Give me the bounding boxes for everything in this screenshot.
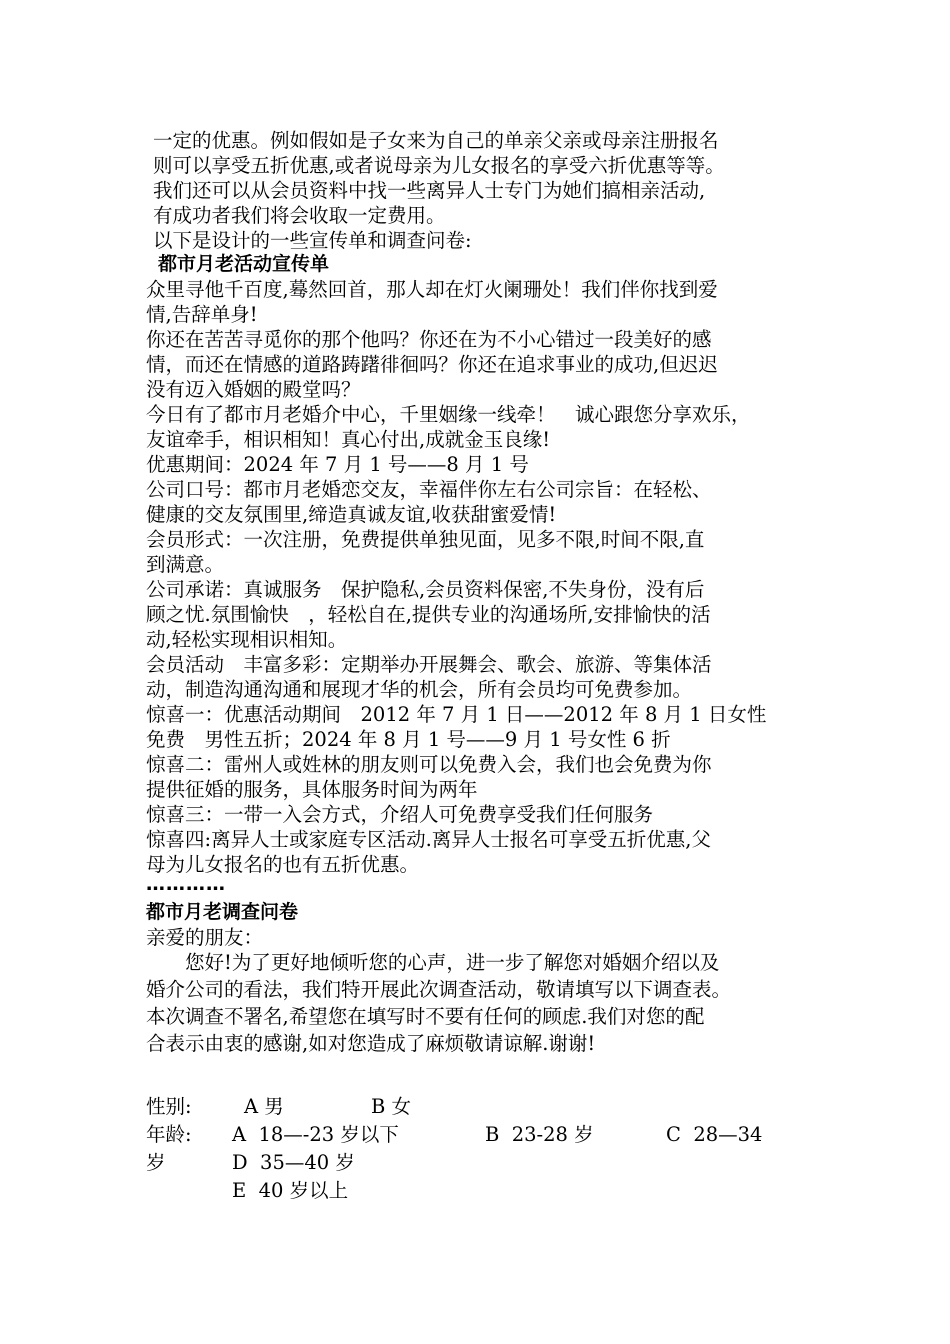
survey-body-line: 本次调查不署名,希望您在填写时不要有任何的顾虑.我们对您的配 bbox=[146, 1005, 705, 1028]
flyer-line: 惊喜二：雷州人或姓林的朋友则可以免费入会，我们也会免费为你 bbox=[146, 753, 712, 776]
age-option-e: E 40 岁以上 bbox=[232, 1179, 349, 1202]
intro-line-3: 我们还可以从会员资料中找一些离异人士专门为她们搞相亲活动, bbox=[153, 179, 706, 202]
gender-option-b: B 女 bbox=[371, 1095, 412, 1118]
flyer-line: 惊喜四:离异人士或家庭专区活动.离异人士报名可享受五折优惠,父 bbox=[146, 828, 711, 851]
flyer-line: 顾之忧.氛围愉快 ，轻松自在,提供专业的沟通场所,安排愉快的活 bbox=[146, 603, 711, 626]
gender-label: 性别: bbox=[146, 1095, 192, 1118]
survey-body-line: 您好!为了更好地倾听您的心声，进一步了解您对婚姻介绍以及 bbox=[146, 951, 720, 974]
flyer-line: 没有迈入婚姻的殿堂吗？ bbox=[146, 378, 361, 401]
age-option-b: B 23-28 岁 bbox=[485, 1123, 594, 1146]
flyer-line: 情，而还在情感的道路踌躇徘徊吗？你还在追求事业的成功,但迟迟 bbox=[146, 353, 718, 376]
survey-body-line: 合表示由衷的感谢,如对您造成了麻烦敬请谅解.谢谢! bbox=[146, 1032, 596, 1055]
gender-option-a: A 男 bbox=[244, 1095, 284, 1118]
flyer-line: 公司承诺：真诚服务 保护隐私,会员资料保密,不失身份，没有后 bbox=[146, 578, 705, 601]
flyer-line: 你还在苦苦寻觅你的那个他吗？你还在为不小心错过一段美好的感 bbox=[146, 328, 712, 351]
flyer-line: 今日有了都市月老婚介中心，千里姻缘一线牵！ 诚心跟您分享欢乐， bbox=[146, 403, 751, 426]
flyer-line: 情,告辞单身! bbox=[146, 303, 258, 326]
age-option-c: C 28—34 bbox=[666, 1123, 763, 1146]
survey-greeting: 亲爱的朋友： bbox=[146, 926, 264, 949]
flyer-line: 会员活动 丰富多彩：定期举办开展舞会、歌会、旅游、等集体活 bbox=[146, 653, 712, 676]
flyer-line: 公司口号：都市月老婚恋交友，幸福伴你左右公司宗旨：在轻松、 bbox=[146, 478, 712, 501]
intro-line-4: 有成功者我们将会收取一定费用。 bbox=[153, 204, 446, 227]
age-label: 年龄: bbox=[146, 1123, 192, 1146]
survey-body-line: 婚介公司的看法，我们特开展此次调查活动，敬请填写以下调查表。 bbox=[146, 978, 732, 1001]
flyer-title: 都市月老活动宣传单 bbox=[158, 253, 330, 275]
flyer-line: 优惠期间：2024 年 7 月 1 号——8 月 1 号 bbox=[146, 453, 529, 476]
intro-line-1: 一定的优惠。例如假如是子女来为自己的单亲父亲或母亲注册报名 bbox=[153, 129, 719, 152]
flyer-line: 会员形式：一次注册，免费提供单独见面，见多不限,时间不限,直 bbox=[146, 528, 705, 551]
flyer-line: 到满意。 bbox=[146, 553, 225, 576]
age-option-a: A 18—-23 岁以下 bbox=[232, 1123, 399, 1146]
flyer-line: 惊喜三：一带一入会方式，介绍人可免费享受我们任何服务 bbox=[146, 803, 654, 826]
flyer-line: 免费 男性五折；2024 年 8 月 1 号——9 月 1 号女性 6 折 bbox=[146, 728, 671, 751]
intro-line-5: 以下是设计的一些宣传单和调查问卷: bbox=[153, 229, 472, 252]
flyer-line: 惊喜一：优惠活动期间 2012 年 7 月 1 日——2012 年 8 月 1 日女性 bbox=[146, 703, 767, 726]
survey-title: 都市月老调查问卷 bbox=[146, 901, 299, 923]
age-option-d: D 35—40 岁 bbox=[232, 1151, 355, 1174]
flyer-line: 友谊牵手，相识相知！真心付出,成就金玉良缘! bbox=[146, 428, 551, 451]
flyer-line: 母为儿女报名的也有五折优惠。 bbox=[146, 853, 420, 876]
intro-line-2: 则可以享受五折优惠,或者说母亲为儿女报名的享受六折优惠等等。 bbox=[153, 154, 725, 177]
flyer-line: 动，制造沟通沟通和展现才华的机会，所有会员均可免费参加。 bbox=[146, 678, 693, 701]
flyer-line: 健康的交友氛围里,缔造真诚友谊,收获甜蜜爱情! bbox=[146, 503, 557, 526]
age-option-c-continued: 岁 bbox=[146, 1151, 166, 1174]
flyer-ellipsis: ………… bbox=[146, 873, 226, 895]
flyer-line: 众里寻他千百度,蓦然回首，那人却在灯火阑珊处！我们伴你找到爱 bbox=[146, 278, 718, 301]
flyer-line: 动,轻松实现相识相知。 bbox=[146, 628, 348, 651]
flyer-line: 提供征婚的服务，具体服务时间为两年 bbox=[146, 778, 478, 801]
